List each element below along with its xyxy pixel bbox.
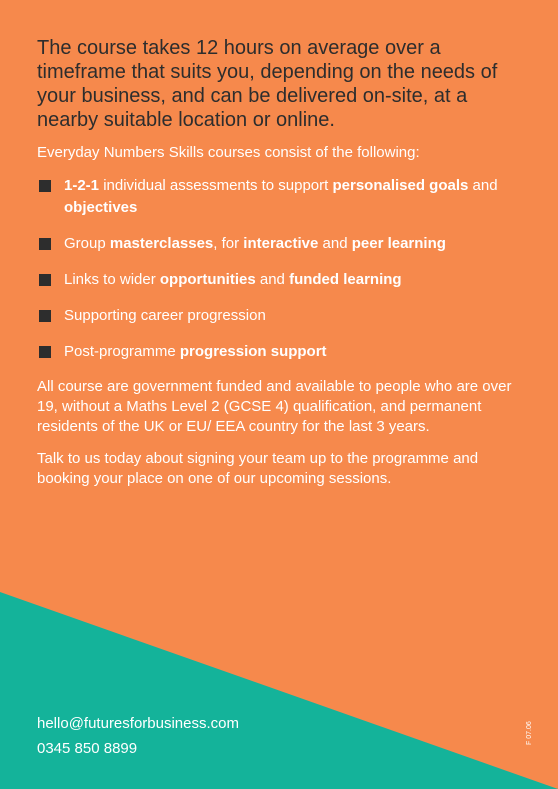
list-item-text: Group masterclasses, for interactive and peer learning <box>64 235 446 252</box>
list-item-text: Links to wider opportunities and funded learning <box>64 271 402 288</box>
list-item <box>37 233 527 255</box>
list-item <box>37 305 527 327</box>
list-item <box>37 175 527 219</box>
square-bullet-icon <box>39 310 51 322</box>
contact-phone-link[interactable]: 0345 850 8899 <box>37 740 138 757</box>
course-components-lead: Everyday Numbers Skills courses consist of the following: <box>37 144 420 161</box>
call-to-action-paragraph: Talk to us today about signing your team up to the programme and booking your place on one of our upcoming sessions. <box>37 450 479 487</box>
funding-paragraph: All course are government funded and available to people who are over 19, without a Maths Level 2 (GCSE 4) qualification, and permanent residents of the UK or EU/ EEA country for the last 3 years. <box>37 378 512 435</box>
list-item <box>37 341 527 363</box>
list-item-text: Post-programme progression support <box>64 343 327 360</box>
intro-paragraph: The course takes 12 hours on average over a timeframe that suits you, depending on the needs of your business, and can be delivered on-site, at a nearby suitable location or online. <box>37 37 498 131</box>
contact-email-link[interactable]: hello@futuresforbusiness.com <box>37 715 239 732</box>
course-components-list <box>37 175 527 363</box>
square-bullet-icon <box>39 346 51 358</box>
square-bullet-icon <box>39 238 51 250</box>
list-item-text: 1-2-1 individual assessments to support personalised goals and objectives <box>64 177 498 216</box>
contact-block <box>37 711 239 761</box>
list-item <box>37 269 527 291</box>
square-bullet-icon <box>39 180 51 192</box>
list-item-text: Supporting career progression <box>64 307 266 324</box>
square-bullet-icon <box>39 274 51 286</box>
document-code: F 07.06 <box>526 721 533 745</box>
main-content <box>37 36 527 501</box>
